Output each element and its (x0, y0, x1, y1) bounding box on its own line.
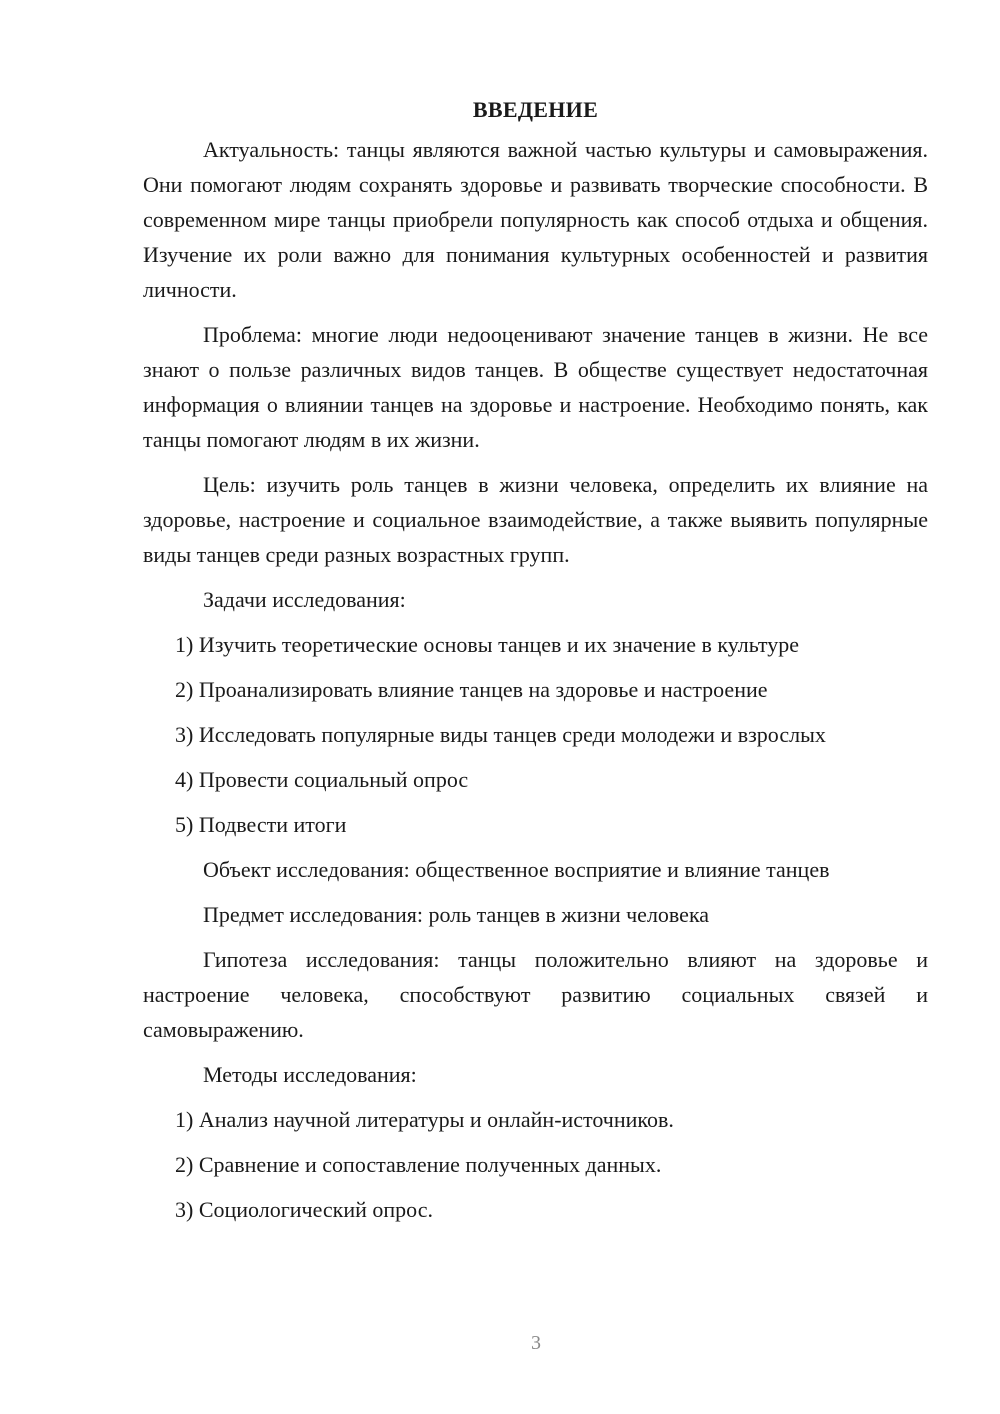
object-line: Объект исследования: общественное восприятие и влияние танцев (203, 857, 830, 882)
subject-line: Предмет исследования: роль танцев в жизни человека (203, 902, 710, 927)
methods-heading: Методы исследования: (203, 1062, 417, 1087)
problem-paragraph: Проблема: многие люди недооценивают значение танцев в жизни. Не все знают о пользе различных видов танцев. В обществе существует недостаточная информация о влиянии танцев на здоровье и настроение. Необходимо понять, как танцы помогают людям в их жизни. (143, 322, 928, 452)
document-page (143, 90, 928, 1237)
list-item: 2) Сравнение и сопоставление полученных данных. (175, 1152, 662, 1177)
list-item: 2) Проанализировать влияние танцев на здоровье и настроение (175, 677, 768, 702)
tasks-heading: Задачи исследования: (203, 587, 406, 612)
list-item: 3) Социологический опрос. (175, 1197, 433, 1222)
page-number: 3 (531, 1332, 541, 1354)
tasks-list (143, 627, 928, 842)
goal-paragraph: Цель: изучить роль танцев в жизни человека, определить их влияние на здоровье, настроение и социальное взаимодействие, а также выявить популярные виды танцев среди разных возрастных групп. (143, 472, 928, 567)
list-item: 4) Провести социальный опрос (175, 767, 469, 792)
list-item: 3) Исследовать популярные виды танцев среди молодежи и взрослых (175, 722, 826, 747)
list-item: 1) Анализ научной литературы и онлайн-источников. (175, 1107, 674, 1132)
methods-list (143, 1102, 928, 1227)
section-title: ВВЕДЕНИЕ (472, 97, 599, 122)
hypothesis-paragraph: Гипотеза исследования: танцы положительно влияют на здоровье и настроение человека, способствуют развитию социальных связей и самовыражению. (143, 947, 928, 1042)
relevance-paragraph: Актуальность: танцы являются важной частью культуры и самовыражения. Они помогают людям сохранять здоровье и развивать творческие способности. В современном мире танцы приобрели популярность как способ отдыха и общения. Изучение их роли важно для понимания культурных особенностей и развития личности. (143, 137, 928, 302)
list-item: 5) Подвести итоги (175, 812, 347, 837)
list-item: 1) Изучить теоретические основы танцев и их значение в культуре (175, 632, 800, 657)
